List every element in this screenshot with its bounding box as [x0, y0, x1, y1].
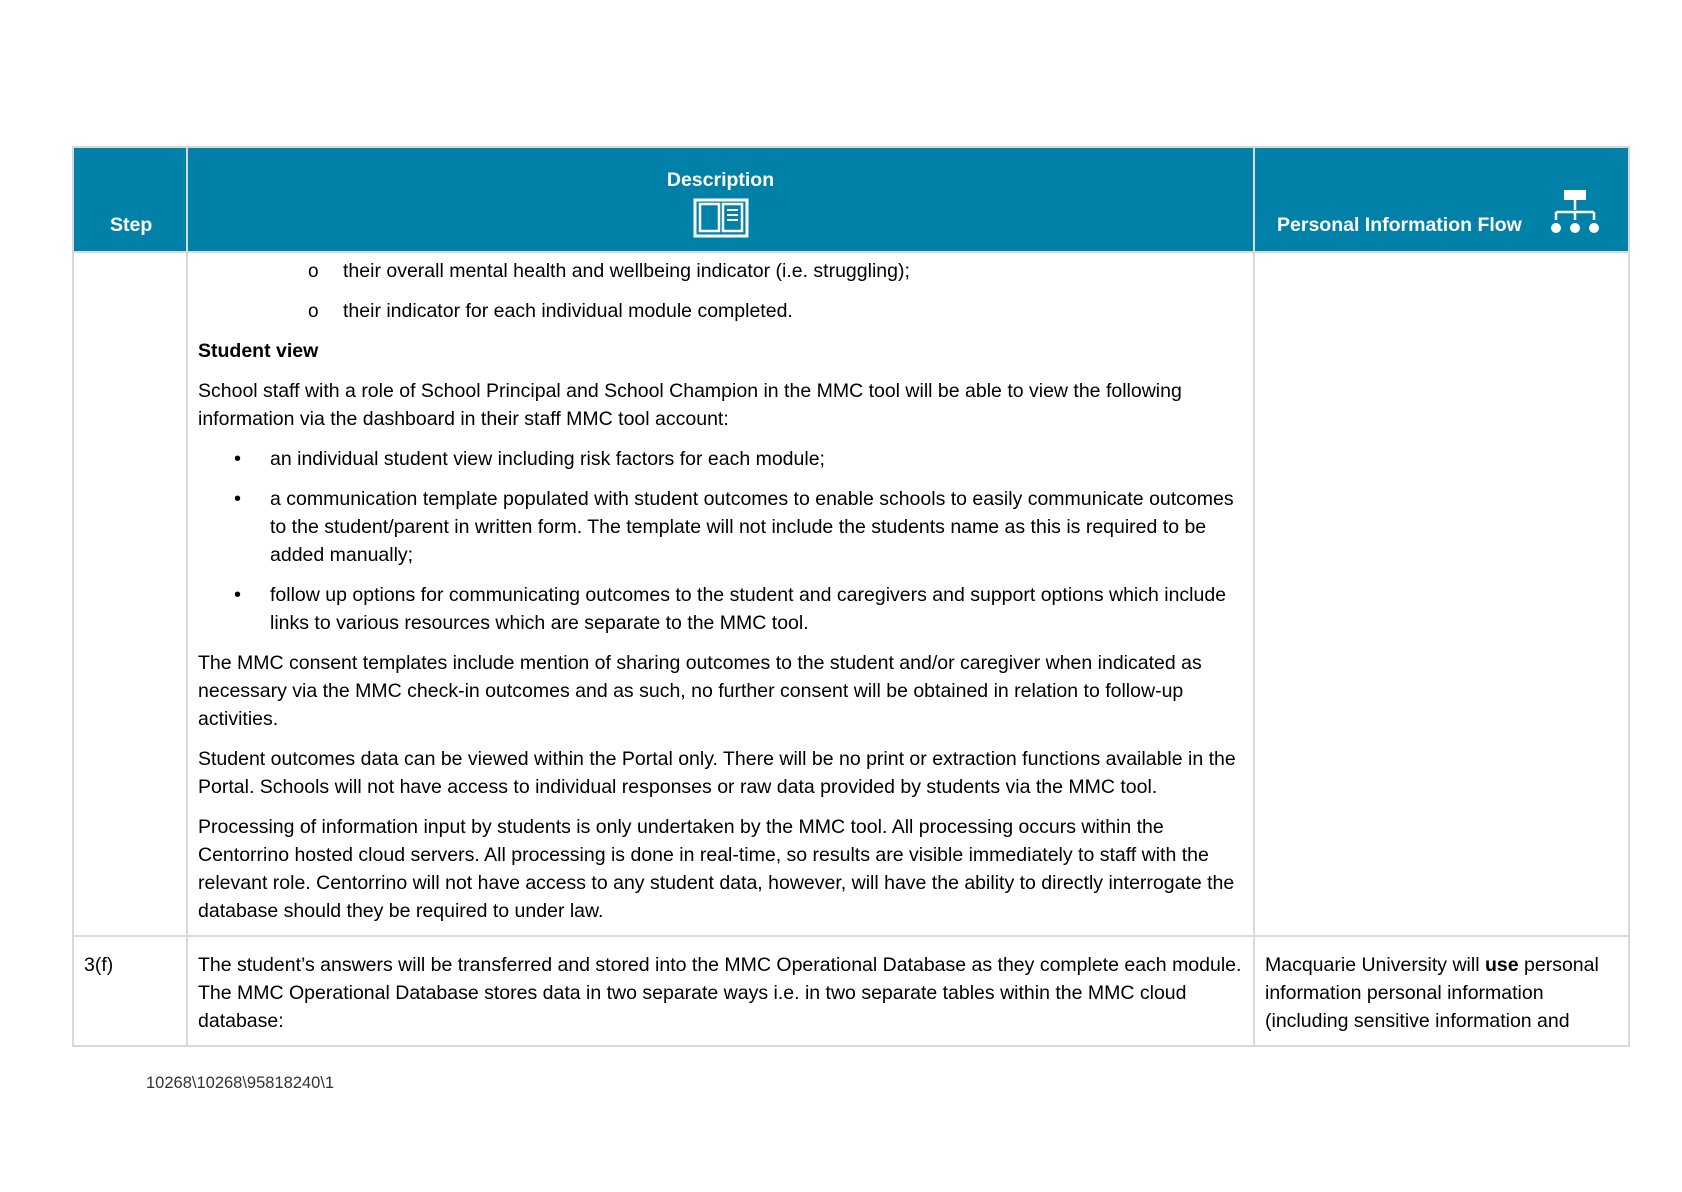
- header-description-label: Description: [666, 169, 775, 191]
- table-row: [73, 936, 1629, 1046]
- list-item: [198, 485, 1243, 569]
- header-flow-label: Personal Information Flow: [1277, 214, 1522, 236]
- student-view-intro: School staff with a role of School Principal and School Champion in the MMC tool will be able to view the following information via the dashboard in their staff MMC tool account:: [198, 380, 1182, 430]
- circle-bullet-icon: o: [308, 261, 319, 282]
- list-item-text: an individual student view including risk factors for each module;: [270, 448, 825, 470]
- row1-step-cell: [73, 252, 187, 936]
- list-item-text: follow up options for communicating outcomes to the student and caregivers and support options which include links to various resources which are separate to the MMC tool.: [270, 584, 1227, 634]
- row2-flow-text: [1255, 937, 1628, 1043]
- list-item-text: a communication template populated with student outcomes to enable schools to easily communicate outcomes to the student/parent in written form. The template will not include the students name as this is required to be added manually;: [270, 488, 1234, 566]
- bullet-icon: •: [234, 448, 242, 470]
- table-header-row: [73, 147, 1629, 252]
- flow-text-bold: use: [1484, 954, 1519, 976]
- student-view-heading: Student view: [198, 340, 319, 362]
- bullet-icon: •: [234, 488, 242, 510]
- sub-item-list: [198, 257, 1243, 325]
- row2-step-cell: [73, 936, 187, 1046]
- row2-description-cell: [187, 936, 1254, 1046]
- list-item-text: their overall mental health and wellbeing indicator (i.e. struggling);: [343, 260, 910, 282]
- list-item: [198, 581, 1243, 637]
- document-reference: 10268\10268\95818240\1: [146, 1074, 335, 1092]
- row1-step-label: [74, 253, 186, 281]
- flow-text-start: Macquarie University will: [1265, 954, 1485, 976]
- row2-step-label: 3(f): [84, 954, 114, 976]
- header-step: [73, 147, 187, 252]
- circle-bullet-icon: o: [308, 301, 319, 322]
- book-icon: [693, 198, 749, 248]
- list-item-text: their indicator for each individual module completed.: [343, 300, 793, 322]
- consent-paragraph: The MMC consent templates include mention of sharing outcomes to the student and/or caregiver when indicated as necessary via the MMC check-in outcomes and as such, no further consent will be obtained in relation to follow-up activities.: [198, 652, 1202, 730]
- row2-flow-cell: [1254, 936, 1629, 1046]
- bullet-list: [198, 445, 1243, 637]
- list-item: [198, 257, 1243, 285]
- bullet-icon: •: [234, 584, 242, 606]
- row1-flow-text: [1255, 253, 1628, 269]
- org-chart-icon: [1550, 190, 1600, 246]
- privacy-impact-table: [72, 146, 1630, 1047]
- list-item: [198, 297, 1243, 325]
- row2-description-text: The student’s answers will be transferred and stored into the MMC Operational Database as they complete each module. The MMC Operational Database stores data in two separate ways i.e. in two separate tables within the MMC cloud database:: [198, 954, 1242, 1032]
- flow-text-end: personal information personal information (including sensitive information and: [1265, 954, 1599, 1032]
- table-row: [73, 252, 1629, 936]
- row1-flow-cell: [1254, 252, 1629, 936]
- header-flow: [1254, 147, 1629, 252]
- portal-paragraph: Student outcomes data can be viewed within the Portal only. There will be no print or extraction functions available in the Portal. Schools will not have access to individual responses or raw data provided by students via the MMC tool.: [198, 748, 1236, 798]
- header-description: [187, 147, 1254, 252]
- processing-paragraph: Processing of information input by students is only undertaken by the MMC tool. All processing occurs within the Centorrino hosted cloud servers. All processing is done in real-time, so results are visible immediately to staff with the relevant role. Centorrino will not have access to any student data, however, will have the ability to directly interrogate the database should they be required to under law.: [198, 816, 1235, 922]
- list-item: [198, 445, 1243, 473]
- row1-description-cell: [187, 252, 1254, 936]
- header-step-label: Step: [110, 214, 153, 236]
